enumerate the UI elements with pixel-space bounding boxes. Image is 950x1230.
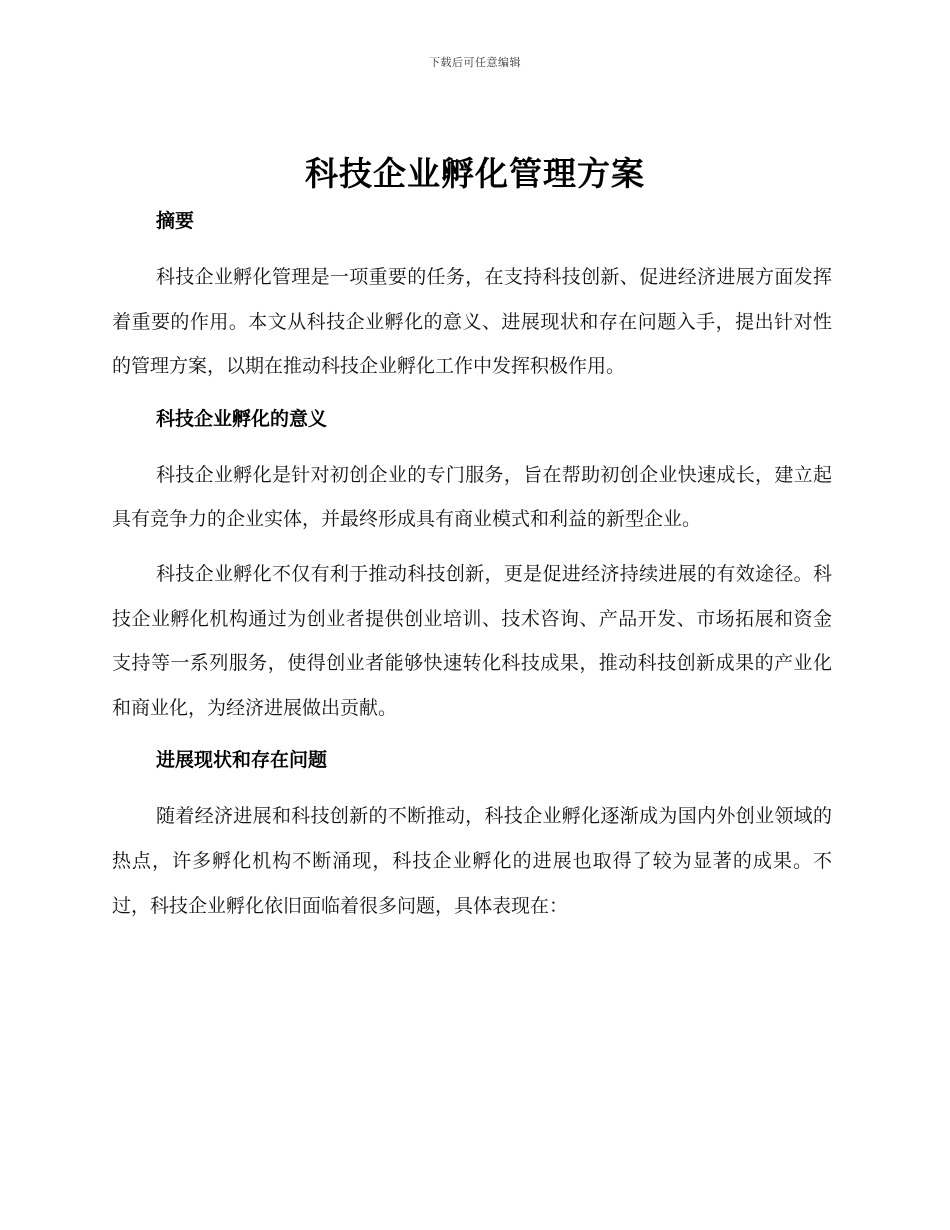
meaning-paragraph-2: 科技企业孵化不仅有利于推动科技创新，更是促进经济持续进展的有效途径。科技企业孵化机构通过为创业者提供创业培训、技术咨询、产品开发、市场拓展和资金支持等一系列服务，使得创业者能够快速转化科技成果，推动科技创新成果的产业化和商业化，为经济进展做出贡献。 — [112, 562, 832, 719]
meaning-paragraph-1: 科技企业孵化是针对初创企业的专门服务，旨在帮助初创企业快速成长，建立起具有竞争力的企业实体，并最终形成具有商业模式和利益的新型企业。 — [112, 463, 832, 531]
abstract-heading: 摘要 — [156, 210, 195, 232]
status-paragraph-1: 随着经济进展和科技创新的不断推动，科技企业孵化逐渐成为国内外创业领域的热点，许多孵化机构不断涌现，科技企业孵化的进展也取得了较为显著的成果。不过，科技企业孵化依旧面临着很多问题，具体表现在： — [112, 805, 832, 917]
document-title: 科技企业孵化管理方案 — [305, 154, 645, 193]
document-body — [112, 205, 832, 928]
status-heading: 进展现状和存在问题 — [156, 749, 328, 772]
abstract-paragraph: 科技企业孵化管理是一项重要的任务，在支持科技创新、促进经济进展方面发挥着重要的作用。本文从科技企业孵化的意义、进展现状和存在问题入手，提出针对性的管理方案，以期在推动科技企业孵化工作中发挥积极作用。 — [112, 266, 832, 378]
meaning-heading: 科技企业孵化的意义 — [156, 407, 328, 430]
header-note: 下载后可任意编辑 — [429, 56, 521, 69]
